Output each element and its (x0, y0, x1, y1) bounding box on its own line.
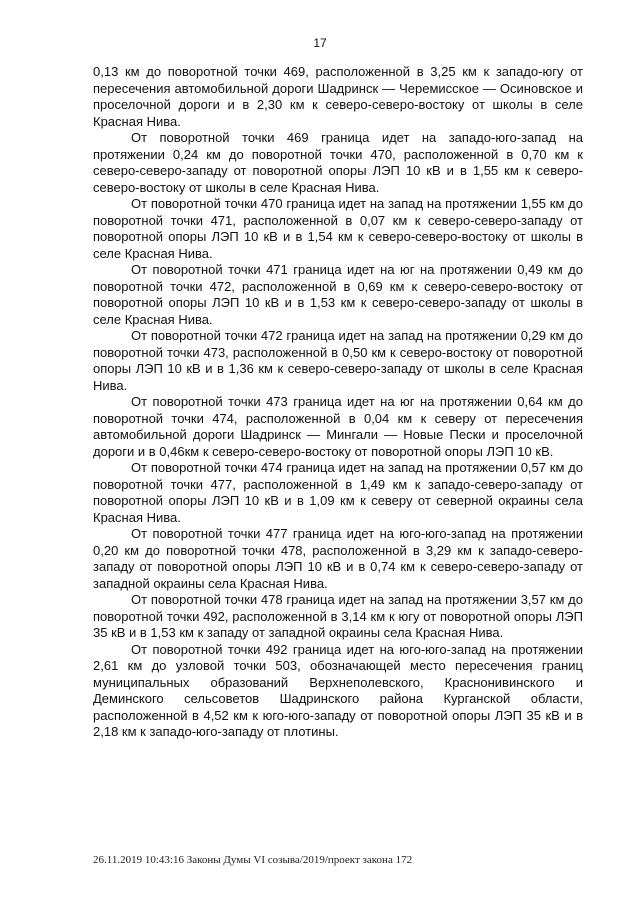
paragraph: От поворотной точки 477 граница идет на юго-юго-запад на протяжении 0,20 км до поворотной точки 478, расположенной в 3,29 км к западо-северо-западу от поворотной опоры ЛЭП 10 кВ и в 0,74 км к северо-северо-западу от западной окраины села Красная Нива. (93, 526, 583, 591)
paragraph: 0,13 км до поворотной точки 469, расположенной в 3,25 км к западо-югу от пересечения автомобильной дороги Шадринск — Черемисское — Осиновское и проселочной дороги и в 2,30 км к северо-северо-востоку от школы в селе Красная Нива. (93, 64, 583, 129)
document-footer: 26.11.2019 10:43:16 Законы Думы VI созыва/2019/проект закона 172 (93, 854, 413, 866)
paragraph: От поворотной точки 470 граница идет на запад на протяжении 1,55 км до поворотной точки 471, расположенной в 0,07 км к северо-северо-западу от поворотной опоры ЛЭП 10 кВ и в 1,54 км к северо-северо-востоку от школы в селе Красная Нива. (93, 196, 583, 261)
paragraph: От поворотной точки 472 граница идет на запад на протяжении 0,29 км до поворотной точки 473, расположенной в 0,50 км к северо-востоку от поворотной опоры ЛЭП 10 кВ и в 1,36 км к северо-северо-западу от школы в селе Красная Нива. (93, 328, 583, 393)
document-body (93, 64, 583, 741)
paragraph: От поворотной точки 492 граница идет на юго-юго-запад на протяжении 2,61 км до узловой точки 503, обозначающей место пересечения границ муниципальных образований Верхнеполевского, Краснонивинского и Деминского сельсоветов Шадринского района Курганской области, расположенной в 4,52 км к юго-юго-западу от поворотной опоры ЛЭП 35 кВ и в 2,18 км к западо-юго-западу от плотины. (93, 641, 583, 739)
paragraph: От поворотной точки 469 граница идет на западо-юго-запад на протяжении 0,24 км до поворотной точки 470, расположенной в 0,70 км к северо-северо-западу от поворотной опоры ЛЭП 10 кВ и в 1,55 км к северо-северо-востоку от школы в селе Красная Нива. (93, 130, 583, 195)
paragraph: От поворотной точки 474 граница идет на запад на протяжении 0,57 км до поворотной точки 477, расположенной в 1,49 км к западо-северо-западу от поворотной опоры ЛЭП 10 кВ и в 1,09 км к северу от северной окраины села Красная Нива. (93, 460, 583, 525)
paragraph: От поворотной точки 473 граница идет на юг на протяжении 0,64 км до поворотной точки 474, расположенной в 0,04 км к северу от пересечения автомобильной дороги Шадринск — Мингали — Новые Пески и проселочной дороги и в 0,46км к северо-северо-востоку от поворотной опоры ЛЭП 10 кВ. (93, 394, 583, 459)
paragraph: От поворотной точки 471 граница идет на юг на протяжении 0,49 км до поворотной точки 472, расположенной в 0,69 км к северо-северо-востоку от поворотной опоры ЛЭП 10 кВ и в 1,53 км к северо-северо-западу от школы в селе Красная Нива. (93, 262, 583, 327)
page-number: 17 (313, 36, 327, 50)
paragraph: От поворотной точки 478 граница идет на запад на протяжении 3,57 км до поворотной точки 492, расположенной в 3,14 км к югу от поворотной опоры ЛЭП 35 кВ и в 1,53 км к западу от западной окраины села Красная Нива. (93, 592, 583, 640)
